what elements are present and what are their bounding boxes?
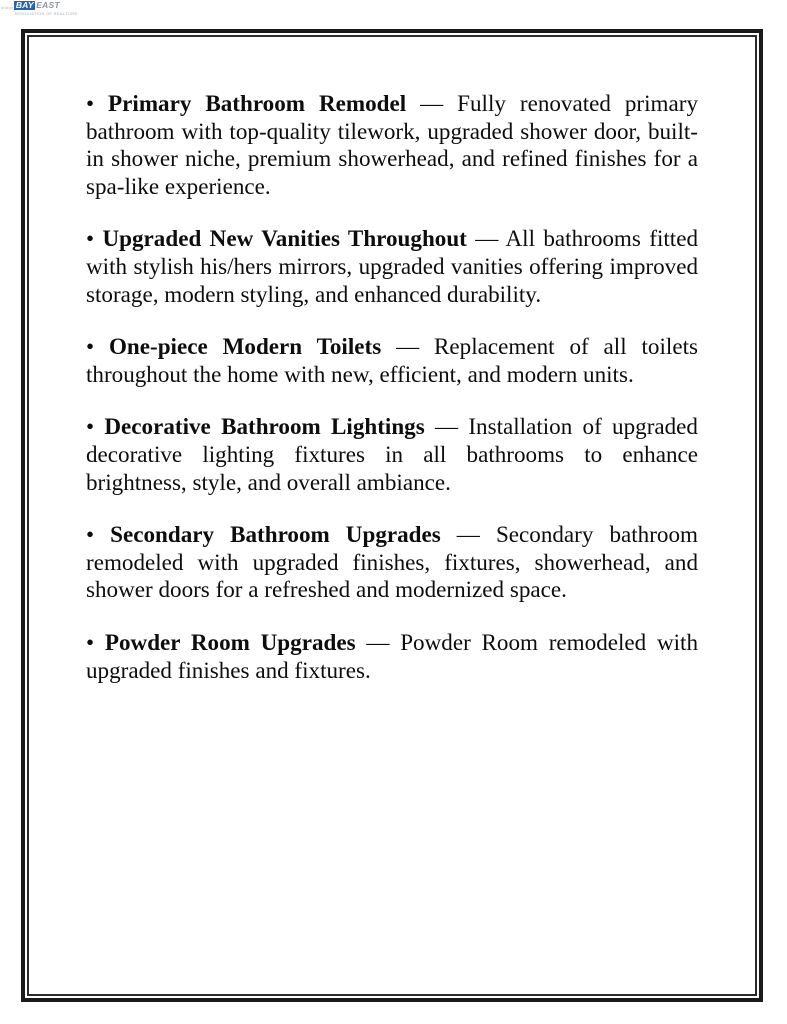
page-border-frame-inner (27, 35, 757, 996)
bullet-body: Secondary bathroom remodeled with upgraded finishes, fixtures, showerhead, and shower doors for a refreshed and modernized space. (86, 521, 698, 603)
bullet-marker: • (86, 521, 95, 548)
bullet-body: All bathrooms fitted with stylish his/hers mirrors, upgraded vanities offering improved storage, modern styling, and enhanced durability. (86, 225, 698, 307)
bullet-separator: — (396, 333, 420, 360)
bullet-separator: — (366, 628, 390, 655)
bullet-title: Secondary Bathroom Upgrades (110, 521, 441, 548)
bullet-body: Replacement of all toilets throughout the home with new, efficient, and modern units. (86, 333, 698, 387)
logo-prefix-text: bridge (1, 5, 14, 10)
logo-tagline-text: ASSOCIATION OF REALTORS (14, 11, 78, 16)
page-border-frame (21, 29, 763, 1002)
bullet-separator: — (475, 225, 499, 252)
bullet-item-secondary-bathroom (86, 521, 698, 604)
bullet-title: One-piece Modern Toilets (108, 333, 382, 360)
bullet-item-primary-bathroom (86, 90, 698, 200)
bullet-title: Upgraded New Vanities Throughout (102, 225, 467, 252)
bullet-body: Installation of upgraded decorative lighting fixtures in all bathrooms to enhance brightness, style, and overall ambiance. (86, 413, 698, 495)
bullet-marker: • (86, 225, 95, 252)
bullet-separator: — (434, 413, 459, 440)
bullet-marker: • (86, 628, 95, 655)
bullet-marker: • (86, 333, 95, 360)
bullet-item-toilets (86, 333, 698, 388)
bayeast-logo (1, 1, 77, 16)
bullet-body: Fully renovated primary bathroom with top-quality tilework, upgraded shower door, built-in shower niche, premium showerhead, and refined finishes for a spa-like experience. (86, 90, 698, 199)
bullet-item-powder-room (86, 629, 698, 684)
bullet-separator: — (420, 90, 444, 116)
bullet-marker: • (86, 413, 95, 440)
bullet-title: Decorative Bathroom Lightings (104, 413, 425, 440)
bullet-title: Powder Room Upgrades (104, 628, 356, 655)
bullet-marker: • (86, 90, 95, 116)
bullet-item-vanities (86, 225, 698, 308)
bullet-body: Powder Room remodeled with upgraded finishes and fixtures. (86, 628, 699, 683)
logo-east-text: EAST (36, 0, 60, 10)
bullet-item-lightings (86, 413, 698, 496)
bullet-separator: — (456, 521, 480, 548)
bullet-title: Primary Bathroom Remodel (108, 90, 407, 116)
logo-bay-text: BAY (15, 0, 34, 10)
logo-lockup (14, 1, 77, 16)
